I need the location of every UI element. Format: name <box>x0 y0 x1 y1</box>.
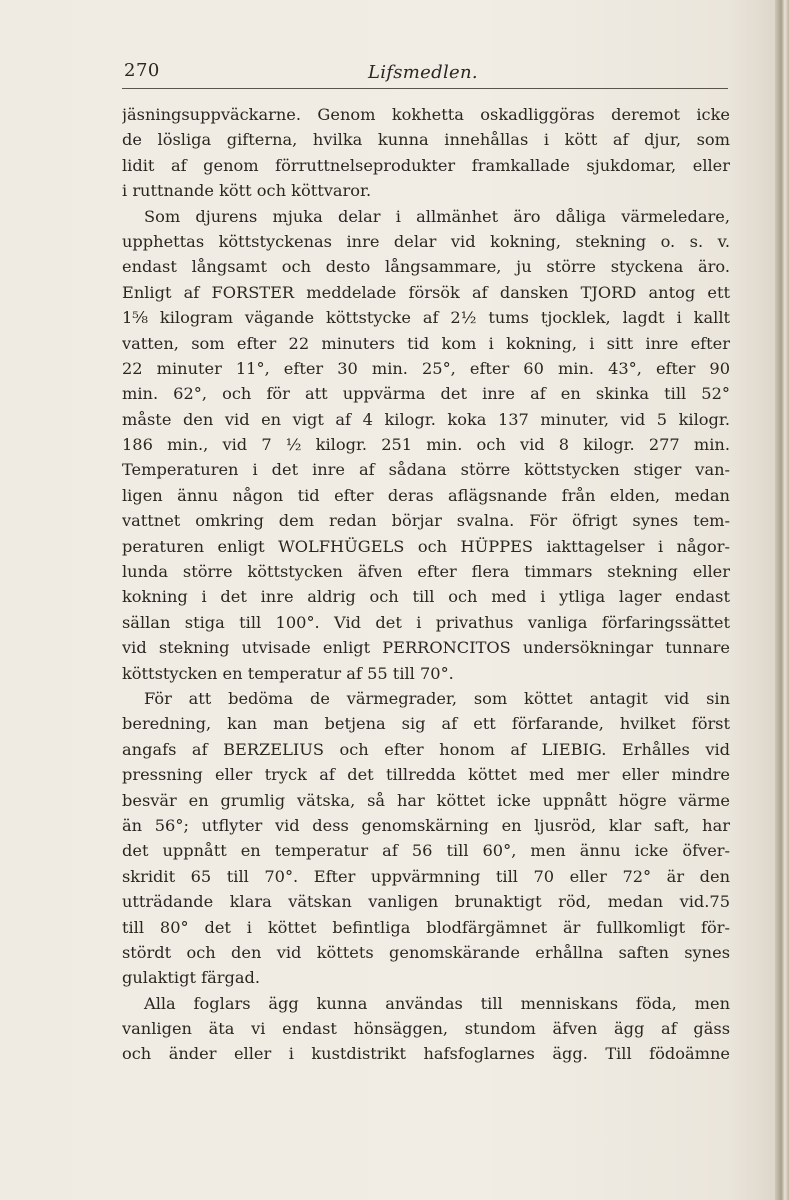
text-line: i ruttnande kött och köttvaror. <box>122 181 372 201</box>
text-line: Som djurens mjuka delar i allmänhet äro dåliga värmeledare, <box>144 206 730 226</box>
text-line: lidit af genom förruttnelseprodukter framkallade sjukdomar, eller <box>122 155 730 175</box>
text-line: och änder eller i kustdistrikt hafsfoglarnes ägg. Till födoämne <box>122 1044 730 1064</box>
header-rule <box>122 88 728 89</box>
running-title: Lifsmedlen. <box>368 62 478 83</box>
text-line: För att bedöma de värmegrader, som köttet antagit vid sin <box>144 688 730 708</box>
page-number: 270 <box>124 60 160 81</box>
page-header <box>122 58 728 90</box>
text-line: vanligen äta vi endast hönsäggen, stundom äfven ägg af gäss <box>122 1019 730 1039</box>
text-line: kokning i det inre aldrig och till och med i ytliga lager endast <box>122 587 730 607</box>
text-line: lunda större köttstycken äfven efter flera timmars stekning eller <box>122 562 730 582</box>
text-line: vattnet omkring dem redan börjar svalna. För öfrigt synes tem- <box>122 511 730 531</box>
page-edge <box>775 0 789 1200</box>
text-line: angafs af BERZELIUS och efter honom af LIEBIG. Erhålles vid <box>122 739 730 759</box>
text-line: upphettas köttstyckenas inre delar vid kokning, stekning o. s. v. <box>122 231 730 251</box>
text-line: till 80° det i köttet befintliga blodfärgämnet är fullkomligt för- <box>122 917 730 937</box>
body-text <box>122 102 730 1067</box>
text-line: de lösliga gifterna, hvilka kunna innehållas i kött af djur, som <box>122 130 730 150</box>
text-line: peraturen enligt WOLFHÜGELS och HÜPPES iakttagelser i någor- <box>122 536 730 556</box>
text-line: gulaktigt färgad. <box>122 968 261 988</box>
text-line: sällan stiga till 100°. Vid det i privathus vanliga förfaringssättet <box>122 612 730 632</box>
text-line: skridit 65 till 70°. Efter uppvärmning till 70 eller 72° är den <box>122 866 730 886</box>
text-line: jäsningsuppväckarne. Genom kokhetta oskadliggöras deremot icke <box>122 105 730 124</box>
text-line: 22 minuter 11°, efter 30 min. 25°, efter 60 min. 43°, efter 90 <box>122 358 730 378</box>
text-line: måste den vid en vigt af 4 kilogr. koka 137 minuter, vid 5 kilogr. <box>122 409 730 429</box>
text-line: 186 min., vid 7 ½ kilogr. 251 min. och vid 8 kilogr. 277 min. <box>122 435 730 455</box>
text-line: Temperaturen i det inre af sådana större köttstycken stiger van- <box>122 460 730 480</box>
text-line: utträdande klara vätskan vanligen brunaktigt röd, medan vid.75 <box>122 892 730 912</box>
text-line: min. 62°, och för att uppvärma det inre af en skinka till 52° <box>122 384 730 404</box>
text-line: pressning eller tryck af det tillredda köttet med mer eller mindre <box>122 765 730 785</box>
text-line: Enligt af FORSTER meddelade försök af dansken TJORD antog ett <box>122 282 730 302</box>
text-line: 1⅝ kilogram vägande köttstycke af 2½ tums tjocklek, lagdt i kallt <box>122 308 730 328</box>
text-line: stördt och den vid köttets genomskärande erhållna saften synes <box>122 942 730 962</box>
text-line: det uppnått en temperatur af 56 till 60°, men ännu icke öfver- <box>122 841 730 861</box>
text-line: ligen ännu någon tid efter deras aflägsnande från elden, medan <box>122 485 730 505</box>
text-line: beredning, kan man betjena sig af ett förfarande, hvilket först <box>122 714 730 734</box>
text-line: än 56°; utflyter vid dess genomskärning en ljusröd, klar saft, har <box>122 815 730 835</box>
text-line: Alla foglars ägg kunna användas till menniskans föda, men <box>144 993 730 1013</box>
text-line: vatten, som efter 22 minuters tid kom i kokning, i sitt inre efter <box>122 333 730 353</box>
text-line: vid stekning utvisade enligt PERRONCITOS undersökningar tunnare <box>122 638 730 658</box>
text-line: endast långsamt och desto långsammare, ju större styckena äro. <box>122 257 730 277</box>
text-line: köttstycken en temperatur af 55 till 70°. <box>122 663 454 683</box>
text-line: besvär en grumlig vätska, så har köttet icke uppnått högre värme <box>122 790 730 810</box>
